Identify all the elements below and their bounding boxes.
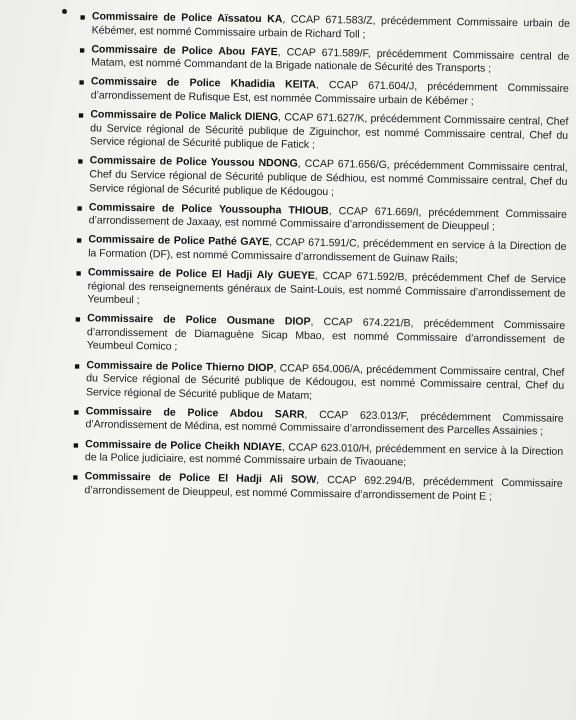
appointment-entry [65,312,566,361]
officer-name: Commissaire de Police Youssoupha THIOUB [88,200,329,217]
bullet-icon: ■ [73,439,79,450]
appointment-text: , CCAP 671.656/G, précédemment Commissaire central, Chef du Service régional de Sécurité publique de Sédhiou, est nommé Commissaire central, Chef du Service régional de Sécurité publique de Kédougou ; [89,157,568,198]
bullet-icon: ■ [73,406,80,418]
bullet-icon: ■ [79,44,85,55]
appointment-entry [67,201,567,236]
officer-name: Commissaire de Police Pathé GAYE [88,233,270,249]
officer-name: Commissaire de Police Youssou NDONG [89,154,298,170]
appointment-entry [63,437,563,472]
officer-name: Commissaire de Police El Hadji Aly GUEYE [87,266,315,282]
appointment-text: , CCAP 671.583/Z, précédemment Commissaire urbain de Kébémer, est nommé Commissaire urbain de Richard Toll ; [91,13,570,41]
officer-name: Commissaire de Police Abdou SARR [85,405,305,421]
officer-name: Commissaire de Police Ousmane DIOP [87,312,311,329]
bullet-icon: ■ [75,268,82,279]
appointment-text: , CCAP 692.294/B, précédemment Commissaire d’arrondissement de Dieuppeul, est nommé Commissaire d’arrondissement de Point E ; [84,474,563,503]
bullet-icon: ■ [72,472,79,483]
officer-name: Commissaire de Police Cheikh NDIAYE [85,437,283,453]
bullet-icon: ■ [78,77,85,88]
appointment-text: , CCAP 623.013/F, précédemment Commissaire d’Arrondissement de Médina, est nommé Commissaire d’arrondissement des Parcelles Assainies ; [85,408,564,438]
officer-name: Commissaire de Police Malick DIENG [90,108,279,124]
appointment-entry [67,154,568,203]
appointment-text: , CCAP 671.589/F, précédemment Commissaire central de Matam, est nommé Commandant de la Brigade nationale de Sécurité des Transports ; [91,45,570,75]
bullet-icon: ■ [78,110,84,121]
officer-name: Commissaire de Police Khadidia KEITA [90,75,316,92]
officer-name: Commissaire de Police Thierno DIOP [86,358,274,374]
bullet-icon: ■ [77,156,84,167]
appointment-text: , CCAP 674.221/B, précédemment Commissaire d’arrondissement de Diamaguène Sicap Mbao, est nommé Commissaire d’arrondissement de Yeumbeul Comico ; [86,316,566,354]
appointment-text: , CCAP 623.010/H, précédemment en service à la Direction de la Police judiciaire, est nommé Commissaire urbain de Tivaouane; [84,440,564,469]
appointment-entry [64,359,565,408]
appointment-entry [65,266,566,315]
appointment-entry [70,10,570,45]
appointment-text: , CCAP 671.669/I, précédemment Commissaire d’arrondissement de Jaxaay, est nommé Commissaire d’arrondissement de Dieuppeul ; [88,204,567,233]
officer-name: Commissaire de Police Abou FAYE [91,43,278,58]
appointment-text: , CCAP 671.591/C, précédemment en service à la Direction de la Formation (DF), est nommé Commissaire d’arrondissement de Guinaw Rails; [88,236,567,266]
appointment-entry [69,43,569,78]
officer-name: Commissaire de Police El Hadji Ali SOW [84,470,317,487]
appointment-entry [63,405,563,440]
bullet-icon: ■ [76,202,83,213]
bullet-icon: ■ [79,12,86,23]
appointment-entry [68,108,569,157]
bullet-icon: ■ [75,314,81,325]
page-dot-mark [62,9,67,14]
appointment-text: , CCAP 654.006/A, précédemment Commissaire central, Chef du Service régional de Sécurité publique de Kédougou, est nommé Commissaire central, Chef du Service régional de Sécurité publique de Matam; [85,361,565,402]
appointment-text: , CCAP 671.627/K, précédemment Commissaire central, Chef du Service régional de Sécurité publique de Ziguinchor, est nommé Commissaire central, Chef du Service régional de Sécurité publique de Fatick ; [89,111,569,152]
appointment-text: , CCAP 671.604/J, précédemment Commissaire d’arrondissement de Rufisque Est, est nommée Commissaire urbain de Kébémer ; [90,79,569,108]
bullet-icon: ■ [74,360,80,371]
appointment-entry [66,233,566,268]
appointment-entry [62,470,562,505]
appointment-entry [69,75,569,110]
appointment-list [62,10,570,511]
appointment-text: , CCAP 671.592/B, précédemment Chef de Service régional des renseignements généraux de Saint-Louis, est nommé Commissaire d’arrondissement de Yeumbeul ; [87,269,566,307]
officer-name: Commissaire de Police Aïssatou KA [91,10,283,26]
bullet-icon: ■ [76,235,82,246]
